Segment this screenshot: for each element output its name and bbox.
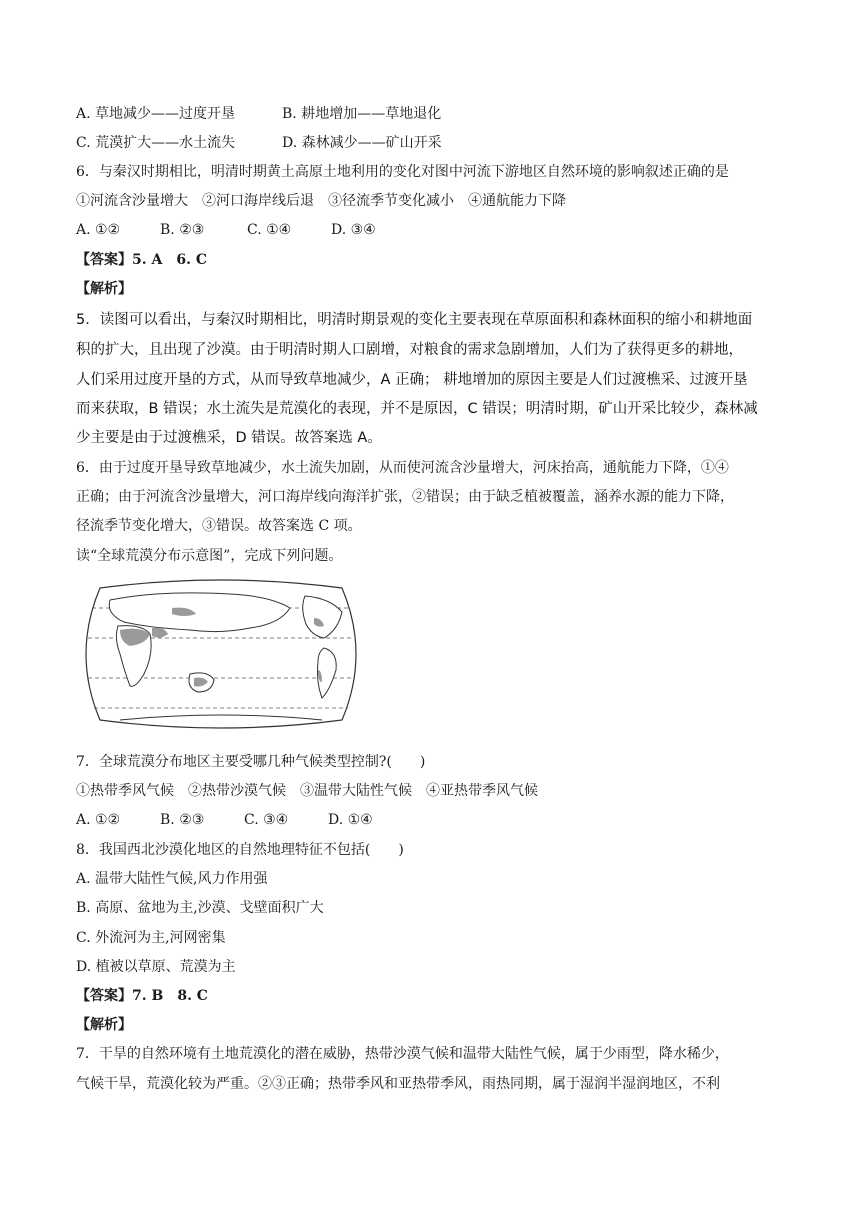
analysis7-line2: 气候干旱，荒漠化较为严重。②③正确；热带季风和亚热带季风，雨热同期，属于湿润半湿润地区，不利 (76, 1076, 720, 1092)
analysis6-line1: 6．由于过度开垦导致草地减少，水土流失加剧，从而使河流含沙量增大，河床抬高，通航能力下降，①④ (76, 460, 729, 476)
analysis5-line2: 积的扩大，且出现了沙漠。由于明清时期人口剧增，对粮食的需求急剧增加，人们为了获得更多的耕地， (76, 342, 743, 358)
q8-option-b: B. 高原、盆地为主,沙漠、戈壁面积广大 (76, 900, 324, 916)
q7-option-c: C. ③④ (244, 812, 289, 828)
analysis-label-2: 【解析】 (76, 1017, 132, 1033)
q5-options-row1 (76, 104, 441, 124)
analysis6-line2: 正确；由于河流含沙量增大，河口海岸线向海洋扩张，②错误；由于缺乏植被覆盖，涵养水源的能力下降， (76, 489, 734, 505)
antarctica-land (120, 715, 322, 720)
q7-items: ①热带季风气候 ②热带沙漠气候 ③温带大陆性气候 ④亚热带季风气候 (76, 783, 538, 799)
q7-option-d: D. ①④ (328, 812, 373, 828)
q5-options-row2 (76, 133, 442, 153)
analysis7-line1: 7．干旱的自然环境有土地荒漠化的潜在威胁，热带沙漠气候和温带大陆性气候，属于少雨型，降水稀少， (76, 1046, 729, 1062)
analysis5-line3: 人们采用过度开垦的方式，从而导致草地减少，A 正确； 耕地增加的原因主要是人们过渡樵采、过渡开垦 (76, 372, 748, 388)
arabian-desert (152, 628, 168, 638)
q7-option-a: A. ①② (76, 812, 121, 828)
analysis5-line1: 5．读图可以看出，与秦汉时期相比，明清时期景观的变化主要表现在草原面积和森林面积的缩小和耕地面 (76, 312, 753, 328)
analysis5-line5: 少主要是由于过渡樵采，D 错误。故答案选 A。 (76, 430, 382, 446)
map-intro: 读“全球荒漠分布示意图”，完成下列问题。 (76, 548, 343, 564)
q7-option-b: B. ②③ (160, 812, 205, 828)
q6-stem: 6．与秦汉时期相比，明清时期黄土高原土地利用的变化对图中河流下游地区自然环境的影响叙述正确的是 (76, 164, 729, 180)
analysis-label-1: 【解析】 (76, 281, 132, 297)
world-desert-map-figure (80, 578, 362, 730)
north-america-land (303, 596, 342, 638)
q8-stem: 8．我国西北沙漠化地区的自然地理特征不包括( ) (76, 842, 404, 858)
q6-options (76, 220, 376, 240)
analysis5-line4: 而来获取，B 错误；水土流失是荒漠化的表现，并不是原因，C 错误；明清时期，矿山开采比较少，森林减 (76, 401, 758, 417)
q7-stem: 7．全球荒漠分布地区主要受哪几种气候类型控制?( ) (76, 754, 426, 770)
eurasia-land (109, 593, 290, 632)
q6-items: ①河流含沙量增大 ②河口海岸线后退 ③径流季节变化减小 ④通航能力下降 (76, 193, 566, 209)
q6-option-c: C. ①④ (247, 222, 292, 238)
q5-option-b: B. 耕地增加——草地退化 (282, 106, 442, 122)
analysis6-line3: 径流季节变化增大，③错误。故答案选 C 项。 (76, 518, 362, 534)
q5-option-d: D. 森林减少——矿山开采 (282, 135, 442, 151)
q8-option-d: D. 植被以草原、荒漠为主 (76, 959, 236, 975)
q5-option-c: C. 荒漠扩大——水土流失 (76, 135, 236, 151)
q8-option-a: A. 温带大陆性气候,风力作用强 (76, 871, 268, 887)
q8-option-c: C. 外流河为主,河网密集 (76, 930, 226, 946)
q5-option-a: A. 草地减少——过度开垦 (76, 106, 236, 122)
q6-option-d: D. ③④ (331, 222, 376, 238)
answer-7-8: 【答案】7. B 8. C (76, 988, 208, 1004)
q7-options (76, 810, 373, 830)
q6-option-b: B. ②③ (160, 222, 205, 238)
answer-5-6: 【答案】5. A 6. C (76, 252, 207, 268)
q6-option-a: A. ①② (76, 222, 121, 238)
